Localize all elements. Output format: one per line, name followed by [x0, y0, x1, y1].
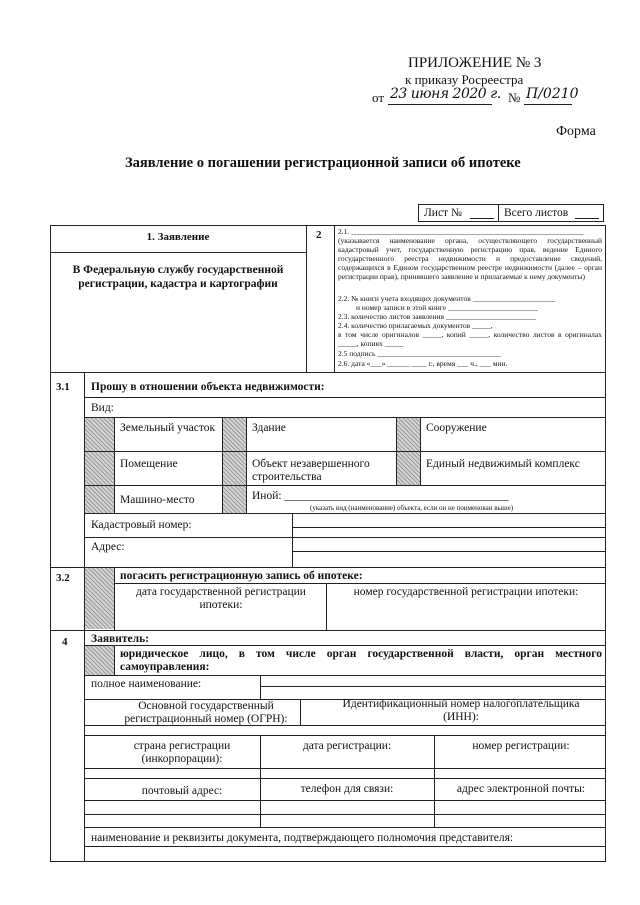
address-label: Адрес:	[91, 541, 125, 553]
field-2-4b: в том числе оригиналов _____, копий _____, количество листов в оригиналах _____, копиях _____	[338, 330, 602, 348]
contact-line	[84, 800, 606, 801]
s4-heading-line	[84, 645, 606, 646]
label-other: Иной: _______________________________________	[252, 490, 509, 502]
handwritten-number: П/0210	[526, 86, 579, 102]
checkbox-building[interactable]	[223, 418, 246, 451]
s4-number: 4	[62, 636, 68, 648]
date-underline	[388, 104, 492, 105]
email-label: адрес электронной почты:	[456, 783, 586, 795]
contact-bottom	[84, 827, 606, 828]
grid-col-a	[114, 417, 115, 513]
label-complex: Единый недвижимый комплекс	[426, 458, 580, 470]
reg-number-label: номер регистрации:	[472, 740, 570, 752]
sec1-bottom	[50, 372, 606, 373]
appendix-title: ПРИЛОЖЕНИЕ № 3	[408, 55, 542, 71]
sec2-number: 2	[316, 229, 322, 241]
s32-heading: погасить регистрационную запись об ипотеке:	[120, 570, 363, 582]
field-2-4: 2.4. количество прилагаемых документов _____,	[338, 321, 493, 330]
sec1-divider-b	[334, 225, 335, 372]
postal-label: почтовый адрес:	[141, 785, 223, 797]
sec1-sep	[50, 252, 306, 253]
field-2-2: 2.2. № книги учета входящих документов ______________________	[338, 294, 556, 303]
s32-bottom	[50, 630, 606, 631]
field-2-6: 2.6. дата «___» ______ ____ г., время ___ ч., ___ мин.	[338, 359, 508, 368]
address-mid	[292, 551, 606, 552]
sheet-total-blank	[575, 218, 599, 219]
label-structure: Сооружение	[426, 422, 487, 434]
checkbox-structure[interactable]	[397, 418, 420, 451]
label-unfinished: Объект незавершенного строительства	[252, 458, 370, 483]
field-2-1: 2.1. ______________________________________________________________	[338, 227, 584, 236]
checkbox-legal-entity[interactable]	[85, 646, 114, 675]
grid-row1	[84, 451, 606, 452]
checkbox-complex[interactable]	[397, 452, 420, 485]
grid-row2	[84, 485, 606, 486]
field-2-1-desc: (указывается наименование органа, осуществляющего государственный кадастровый учет, государственную регистрацию прав, ведение Единого государственного реестра недвижимости и предоставление сведений, содержащихся в Едином государственном реестре недвижимости (далее – орган регистрации прав), принявшего заявление и прилагаемые к нему документы)	[338, 236, 602, 281]
addressee: В Федеральную службу государственной регистрации, кадастра и картографии	[72, 264, 284, 290]
s32-heading-line	[114, 583, 606, 584]
contact-line-2	[84, 814, 606, 815]
fullname-divider	[260, 675, 261, 699]
number-underline	[524, 104, 572, 105]
vid-label: Вид:	[91, 402, 114, 414]
s31-heading-line	[84, 397, 606, 398]
s31-number: 3.1	[56, 381, 70, 393]
reg-line	[84, 768, 606, 769]
sheet-number-blank	[470, 218, 494, 219]
mortgage-number-label: номер государственной регистрации ипотеки:	[353, 586, 579, 598]
s32-number: 3.2	[56, 572, 70, 584]
legal-line	[84, 675, 606, 676]
ogrn-divider	[300, 699, 301, 725]
handwritten-date: 23 июня 2020 г.	[390, 86, 501, 102]
sec1-divider-a	[306, 225, 307, 372]
label-room: Помещение	[120, 458, 178, 470]
checkbox-land[interactable]	[85, 418, 114, 451]
field-2-2b: и номер записи в этой книге ________________________	[356, 303, 538, 312]
cadastral-divider	[292, 513, 293, 567]
s4-heading: Заявитель:	[91, 633, 149, 645]
fullname-label: полное наименование:	[91, 678, 202, 690]
cadastral-mid	[292, 527, 606, 528]
label-land: Земельный участок	[120, 422, 216, 434]
cadastral-line	[84, 537, 606, 538]
fullname-mid	[260, 686, 606, 687]
form-label: Форма	[556, 124, 596, 139]
sheet-divider	[498, 204, 499, 222]
checkbox-mortgage[interactable]	[85, 568, 114, 629]
checkbox-parking[interactable]	[85, 486, 114, 513]
page-title: Заявление о погашении регистрационной записи об ипотеке	[125, 155, 521, 171]
grid-col-e	[420, 417, 421, 485]
field-2-5: 2.5 подпись _________________________________	[338, 349, 502, 358]
ogrn-label: Основной государственный регистрационный номер (ОГРН):	[124, 700, 288, 725]
vid-line	[84, 417, 606, 418]
checkbox-unfinished[interactable]	[223, 452, 246, 485]
country-label: страна регистрации (инкорпорации):	[133, 740, 231, 765]
sheet-number-label: Лист №	[424, 207, 462, 219]
checkbox-other[interactable]	[223, 486, 246, 513]
s31-heading: Прошу в отношении объекта недвижимости:	[91, 381, 325, 393]
legal-entity-label: юридическое лицо, в том числе орган государственной власти, орган местного самоуправления:	[120, 648, 602, 673]
cadastral-label: Кадастровый номер:	[91, 519, 192, 531]
reg-line-2	[84, 778, 606, 779]
checkbox-room[interactable]	[85, 452, 114, 485]
label-parking: Машино-место	[120, 494, 195, 506]
mortgage-date-label: дата государственной регистрации ипотеки:	[136, 586, 306, 611]
inn-label: Идентификационный номер налогоплательщика (ИНН):	[342, 698, 580, 723]
reg-date-label: дата регистрации:	[302, 740, 392, 752]
phone-label: телефон для связи:	[300, 783, 394, 795]
sheet-total-label: Всего листов	[504, 207, 569, 219]
s4-check-divider	[114, 645, 115, 675]
grid-col-c	[246, 417, 247, 513]
authority-doc-label: наименование и реквизиты документа, подтверждающего полномочия представителя:	[91, 832, 514, 844]
s31-bottom	[50, 567, 606, 568]
number-prefix: №	[508, 90, 521, 105]
s32-check-divider	[114, 567, 115, 630]
label-building: Здание	[252, 422, 286, 434]
s4-gap-line	[84, 735, 606, 736]
authority-line	[84, 846, 606, 847]
s32-col-divider	[326, 583, 327, 630]
order-line: к приказу Росреестра	[405, 72, 524, 87]
other-note: (указать вид (наименование) объекта, если он не поименован выше)	[310, 504, 514, 512]
sec1-heading: 1. Заявление	[146, 231, 210, 243]
grid-row3	[84, 513, 606, 514]
date-prefix: от	[372, 90, 385, 105]
ogrn-line	[84, 725, 606, 726]
field-2-3: 2.3. количество листов заявления ________________________	[338, 312, 536, 321]
